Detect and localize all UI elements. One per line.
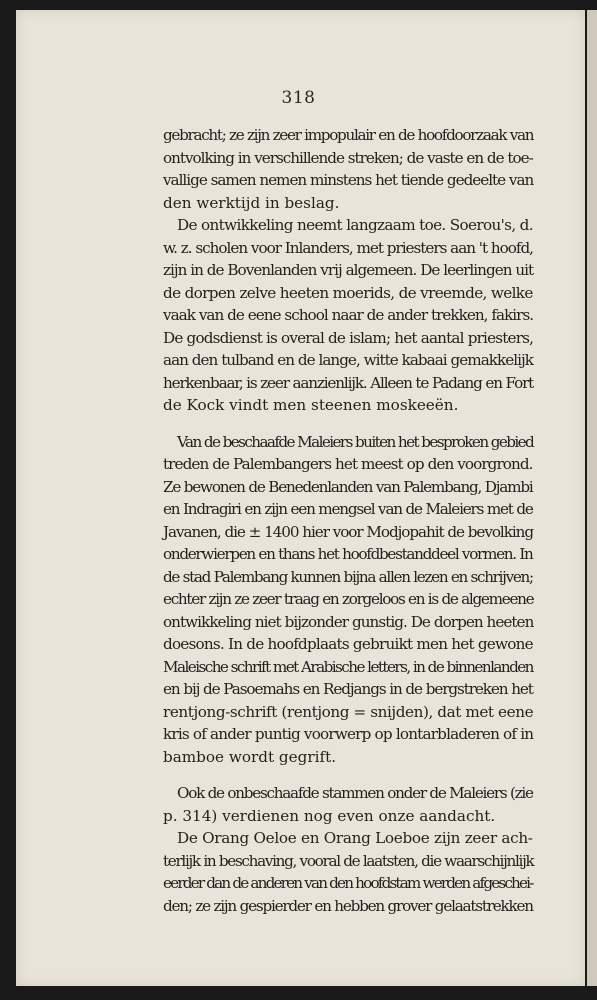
text-line: en bij de Pasoemahs en Redjangs in de bergstreken het [163, 680, 533, 698]
text-line: w. z. scholen voor Inlanders, met priesters aan 't hoofd, [163, 238, 533, 257]
text-line: vaak van de eene school naar de ander trekken, fakirs. [163, 306, 534, 324]
page-edge [587, 10, 597, 986]
text-line: bamboe wordt gegrift. [163, 747, 337, 766]
text-line: en Indragiri en zijn een mengsel van de Maleiers met de [163, 500, 533, 518]
text-line: echter zijn ze zeer traag en zorgeloos en is de algemeene [163, 590, 534, 608]
text-line: Van de beschaafde Maleiers buiten het besproken gebied [177, 432, 534, 451]
text-line: gebracht; ze zijn zeer impopulair en de hoofdoorzaak van [163, 126, 534, 144]
text-line: ontwikkeling niet bijzonder gunstig. De dorpen heeten [163, 612, 534, 631]
text-line: kris of ander puntig voorwerp op lontarbladeren of in [163, 725, 534, 743]
text-line: treden de Palembangers het meest op den voorgrond. [163, 455, 533, 473]
page-number: 318 [281, 88, 316, 108]
text-line: den; ze zijn gespierder en hebben grover gelaatstrekken [163, 896, 533, 915]
text-line: zijn in de Bovenlanden vrij algemeen. De leerlingen uit [163, 261, 534, 279]
text-line: De Orang Oeloe en Orang Loeboe zijn zeer ach- [177, 829, 533, 847]
text-line: Ze bewonen de Benedenlanden van Palembang, Djambi [163, 477, 533, 496]
paragraph-gap [163, 417, 533, 431]
text-line: rentjong-schrift (rentjong = snijden), dat met eene [163, 702, 534, 721]
text-line: de dorpen zelve heeten moerids, de vreemde, welke [163, 283, 533, 302]
paragraph-gap [163, 768, 533, 782]
text-line: de Kock vindt men steenen moskeeën. [163, 396, 459, 414]
text-line: herkenbaar, is zeer aanzienlijk. Alleen te Padang en Fort [163, 373, 534, 392]
text-line: doesons. In de hoofdplaats gebruikt men het gewone [163, 635, 533, 653]
body-text [163, 124, 533, 917]
text-line: vallige samen nemen minstens het tiende gedeelte van [163, 171, 534, 189]
text-line: terlijk in beschaving, vooral de laatsten, die waarschijnlijk [163, 851, 534, 870]
text-line: p. 314) verdienen nog even onze aandacht. [163, 806, 496, 825]
text-line: De godsdienst is overal de islam; het aantal priesters, [163, 328, 534, 347]
text-line: onderwierpen en thans het hoofdbestanddeel vormen. In [163, 545, 533, 563]
text-line: ontvolking in verschillende streken; de vaste en de toe- [163, 148, 533, 167]
text-line: aan den tulband en de lange, witte kabaai gemakkelijk [163, 351, 533, 369]
text-line: Javanen, die ± 1400 hier voor Modjopahit de bevolking [163, 522, 534, 541]
text-line: de stad Palembang kunnen bijna allen lezen en schrijven; [163, 567, 533, 586]
text-line: Ook de onbeschaafde stammen onder de Maleiers (zie [177, 784, 533, 802]
text-line: eerder dan de anderen van den hoofdstam werden afgeschei- [163, 874, 533, 892]
text-line: den werktijd in beslag. [163, 193, 340, 212]
text-line: De ontwikkeling neemt langzaam toe. Soerou's, d. [177, 216, 533, 234]
text-line: Maleische schrift met Arabische letters, in de binnenlanden [163, 657, 533, 676]
